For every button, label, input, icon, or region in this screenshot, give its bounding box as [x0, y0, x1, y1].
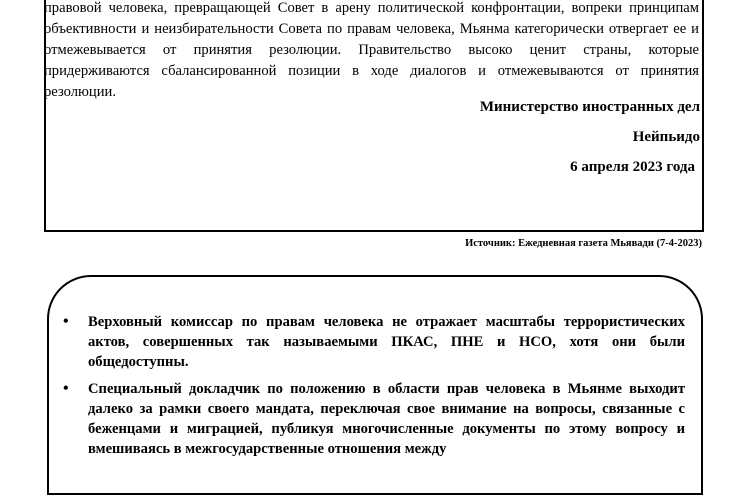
- source-caption: Источник: Ежедневная газета Мьявади (7-4-2023): [465, 238, 702, 249]
- signature-date: 6 апреля 2023 года: [570, 159, 695, 175]
- list-item: [63, 379, 685, 459]
- bullet-icon: •: [63, 380, 69, 397]
- bullet-text: Верховный комиссар по правам человека не отражает масштабы террористических актов, совершенных так называемыми ПКАС, ПНЕ и НСО, хотя они были общедоступны.: [88, 314, 685, 370]
- summary-bullet-list: [63, 312, 685, 466]
- bullet-icon: •: [63, 313, 69, 330]
- statement-paragraph: правовой человека, превращающей Совет в арену политической конфронтации, вопреки принципам объективности и неизбирательности Совета по правам человека, Мьянма категорически отвергает ее и отмежевывается от принятия резолюции. Правительство высоко ценит страны, которые придерживаются сбалансированной позиции в ходе диалогов и отмежевываются от принятия резолюции.: [44, 0, 699, 100]
- signature-city: Нейпьидо: [632, 129, 700, 145]
- signature-ministry: Министерство иностранных дел: [479, 99, 700, 115]
- bullet-text: Специальный докладчик по положению в области прав человека в Мьянме выходит далеко за рамки своего мандата, переключая свое внимание на вопросы, связанные с беженцами и миграцией, публикуя многочисленные документы по этому вопросу и вмешиваясь в межгосударственные отношения между: [88, 381, 685, 457]
- list-item: [63, 312, 685, 372]
